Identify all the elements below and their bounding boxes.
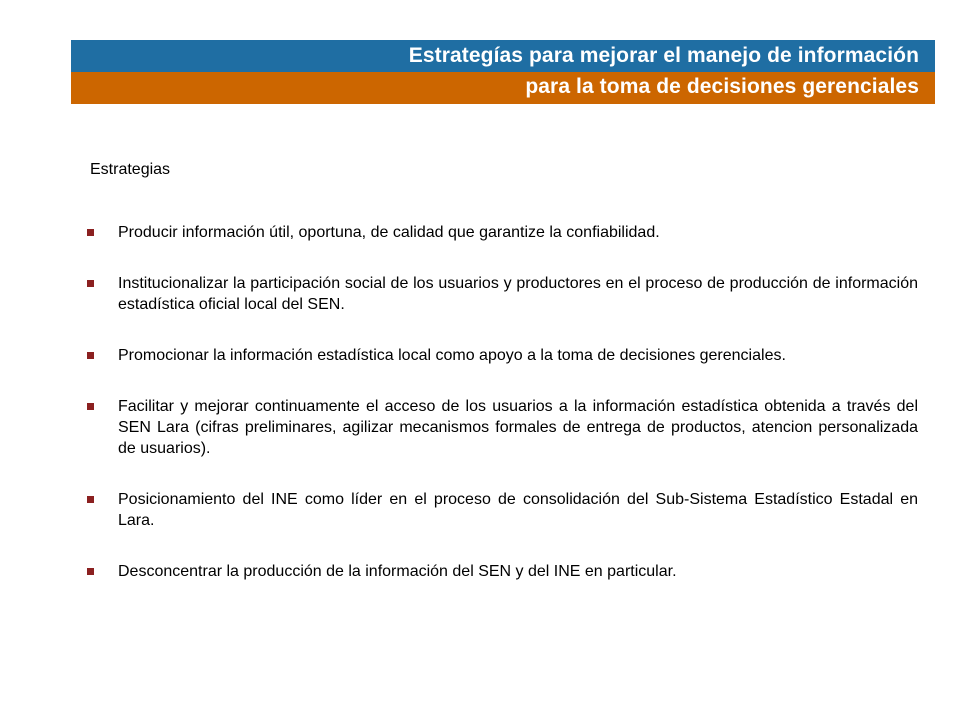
- list-item-text: Producir información útil, oportuna, de calidad que garantize la confiabilidad.: [118, 224, 660, 241]
- square-bullet-icon: [87, 568, 94, 575]
- list-item-text: Desconcentrar la producción de la información del SEN y del INE en particular.: [118, 563, 677, 580]
- list-item: [86, 273, 918, 315]
- square-bullet-icon: [87, 280, 94, 287]
- square-bullet-icon: [87, 496, 94, 503]
- list-item: [86, 489, 918, 531]
- list-item-text: Posicionamiento del INE como líder en el proceso de consolidación del Sub-Sistema Estadístico Estadal en Lara.: [118, 491, 918, 529]
- list-item: [86, 345, 918, 366]
- square-bullet-icon: [87, 229, 94, 236]
- list-item: [86, 222, 918, 243]
- strategy-list: [86, 222, 918, 612]
- list-item: [86, 561, 918, 582]
- square-bullet-icon: [87, 352, 94, 359]
- square-bullet-icon: [87, 403, 94, 410]
- title-line-1: Estrategías para mejorar el manejo de información: [71, 40, 935, 72]
- list-item: [86, 396, 918, 459]
- list-item-text: Facilitar y mejorar continuamente el acceso de los usuarios a la información estadística obtenida a través del SEN Lara (cifras preliminares, agilizar mecanismos formales de entrega de productos, atencion personalizada de usuarios).: [118, 398, 918, 457]
- list-item-text: Institucionalizar la participación social de los usuarios y productores en el proceso de producción de información estadística oficial local del SEN.: [118, 275, 918, 313]
- section-heading: Estrategias: [90, 161, 171, 178]
- list-item-text: Promocionar la información estadística local como apoyo a la toma de decisiones gerenciales.: [118, 347, 786, 364]
- title-line-2: para la toma de decisiones gerenciales: [71, 72, 935, 104]
